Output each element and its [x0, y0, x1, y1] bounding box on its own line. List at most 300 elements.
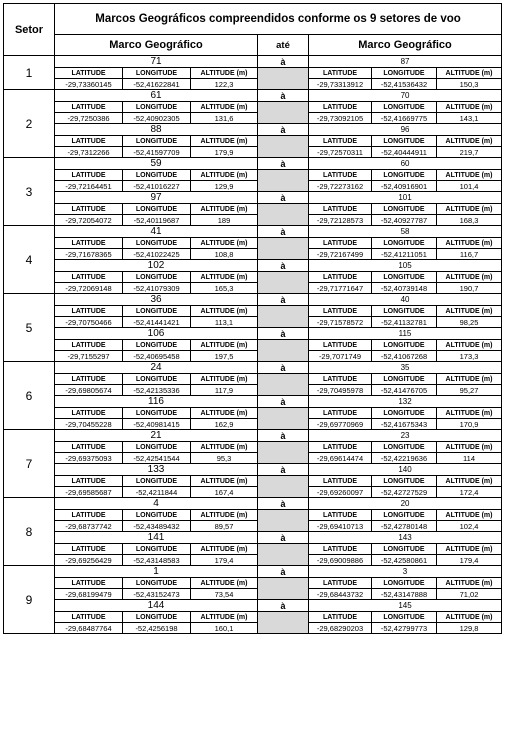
marco-header-to: Marco Geográfico [309, 35, 502, 56]
marker-from-id: 4 [55, 498, 258, 510]
sector-number: 4 [4, 226, 55, 294]
altitude-header: ALTITUDE (m) [437, 442, 502, 453]
from-altitude: 117,9 [191, 385, 258, 396]
latitude-header: LATITUDE [55, 136, 123, 147]
marker-from-id: 24 [55, 362, 258, 374]
latitude-header: LATITUDE [309, 170, 372, 181]
ate-marker: à [258, 226, 309, 238]
from-latitude: -29,68487764 [55, 623, 123, 634]
gray-spacer [258, 68, 309, 90]
marker-id-row [4, 158, 502, 170]
altitude-header: ALTITUDE (m) [191, 544, 258, 555]
marker-id-row [4, 566, 502, 578]
from-latitude: -29,69805674 [55, 385, 123, 396]
values-row [4, 181, 502, 192]
latitude-header: LATITUDE [309, 306, 372, 317]
longitude-header: LONGITUDE [123, 102, 191, 113]
latitude-header: LATITUDE [309, 68, 372, 79]
to-latitude: -29,72167499 [309, 249, 372, 260]
marker-from-id: 36 [55, 294, 258, 306]
altitude-header: ALTITUDE (m) [191, 374, 258, 385]
gray-spacer [258, 510, 309, 532]
latitude-header: LATITUDE [55, 340, 123, 351]
ate-marker: à [258, 498, 309, 510]
from-latitude: -29,69256429 [55, 555, 123, 566]
ate-marker: à [258, 566, 309, 578]
latitude-header: LATITUDE [55, 272, 123, 283]
altitude-header: ALTITUDE (m) [437, 340, 502, 351]
altitude-header: ALTITUDE (m) [191, 68, 258, 79]
marker-from-id: 71 [55, 56, 258, 68]
from-longitude: -52,4256198 [123, 623, 191, 634]
marker-to-id: 23 [309, 430, 502, 442]
marker-from-id: 106 [55, 328, 258, 340]
marker-from-id: 97 [55, 192, 258, 204]
ate-marker: à [258, 294, 309, 306]
altitude-header: ALTITUDE (m) [437, 544, 502, 555]
ate-marker: à [258, 430, 309, 442]
column-header-row [4, 170, 502, 181]
to-altitude: 150,3 [437, 79, 502, 90]
from-latitude: -29,7155297 [55, 351, 123, 362]
latitude-header: LATITUDE [309, 238, 372, 249]
from-altitude: 160,1 [191, 623, 258, 634]
altitude-header: ALTITUDE (m) [437, 170, 502, 181]
column-header-row [4, 306, 502, 317]
longitude-header: LONGITUDE [123, 68, 191, 79]
latitude-header: LATITUDE [309, 136, 372, 147]
altitude-header: ALTITUDE (m) [191, 476, 258, 487]
to-longitude: -52,43147888 [372, 589, 437, 600]
marker-to-id: 140 [309, 464, 502, 476]
longitude-header: LONGITUDE [372, 374, 437, 385]
column-header-row [4, 238, 502, 249]
longitude-header: LONGITUDE [123, 238, 191, 249]
from-longitude: -52,42135336 [123, 385, 191, 396]
altitude-header: ALTITUDE (m) [437, 408, 502, 419]
marker-id-row [4, 226, 502, 238]
to-latitude: -29,73092105 [309, 113, 372, 124]
to-longitude: -52,42219636 [372, 453, 437, 464]
from-altitude: 179,4 [191, 555, 258, 566]
from-altitude: 197,5 [191, 351, 258, 362]
altitude-header: ALTITUDE (m) [191, 204, 258, 215]
longitude-header: LONGITUDE [123, 578, 191, 589]
marker-to-id: 132 [309, 396, 502, 408]
gray-spacer [258, 272, 309, 294]
to-latitude: -29,72570311 [309, 147, 372, 158]
latitude-header: LATITUDE [55, 374, 123, 385]
latitude-header: LATITUDE [55, 170, 123, 181]
longitude-header: LONGITUDE [372, 544, 437, 555]
latitude-header: LATITUDE [309, 272, 372, 283]
from-altitude: 167,4 [191, 487, 258, 498]
altitude-header: ALTITUDE (m) [437, 204, 502, 215]
altitude-header: ALTITUDE (m) [437, 578, 502, 589]
longitude-header: LONGITUDE [123, 204, 191, 215]
to-latitude: -29,68443732 [309, 589, 372, 600]
to-altitude: 98,25 [437, 317, 502, 328]
marker-from-id: 144 [55, 600, 258, 612]
longitude-header: LONGITUDE [123, 510, 191, 521]
to-latitude: -29,68290203 [309, 623, 372, 634]
to-latitude: -29,72273162 [309, 181, 372, 192]
from-longitude: -52,40981415 [123, 419, 191, 430]
marker-from-id: 21 [55, 430, 258, 442]
ate-marker: à [258, 56, 309, 68]
from-longitude: -52,43489432 [123, 521, 191, 532]
gray-spacer [258, 306, 309, 328]
marker-to-id: 96 [309, 124, 502, 136]
latitude-header: LATITUDE [309, 544, 372, 555]
to-altitude: 179,4 [437, 555, 502, 566]
latitude-header: LATITUDE [309, 204, 372, 215]
from-latitude: -29,72069148 [55, 283, 123, 294]
from-latitude: -29,70750466 [55, 317, 123, 328]
to-altitude: 170,9 [437, 419, 502, 430]
to-longitude: -52,41211051 [372, 249, 437, 260]
values-row [4, 385, 502, 396]
longitude-header: LONGITUDE [123, 612, 191, 623]
column-header-row [4, 544, 502, 555]
to-latitude: -29,69770969 [309, 419, 372, 430]
from-latitude: -29,69375093 [55, 453, 123, 464]
ate-header: até [258, 35, 309, 56]
longitude-header: LONGITUDE [372, 510, 437, 521]
latitude-header: LATITUDE [309, 510, 372, 521]
longitude-header: LONGITUDE [123, 476, 191, 487]
to-latitude: -29,71771647 [309, 283, 372, 294]
values-row [4, 589, 502, 600]
longitude-header: LONGITUDE [372, 578, 437, 589]
from-longitude: -52,41079309 [123, 283, 191, 294]
from-longitude: -52,40902305 [123, 113, 191, 124]
latitude-header: LATITUDE [309, 374, 372, 385]
from-altitude: 129,9 [191, 181, 258, 192]
title-row [4, 4, 502, 35]
to-altitude: 173,3 [437, 351, 502, 362]
column-header-row [4, 136, 502, 147]
latitude-header: LATITUDE [309, 476, 372, 487]
longitude-header: LONGITUDE [372, 272, 437, 283]
column-header-row [4, 408, 502, 419]
gray-spacer [258, 578, 309, 600]
marker-id-row [4, 532, 502, 544]
marker-from-id: 116 [55, 396, 258, 408]
values-row [4, 521, 502, 532]
marker-from-id: 102 [55, 260, 258, 272]
altitude-header: ALTITUDE (m) [191, 340, 258, 351]
latitude-header: LATITUDE [55, 238, 123, 249]
to-longitude: -52,42799773 [372, 623, 437, 634]
latitude-header: LATITUDE [309, 408, 372, 419]
to-latitude: -29,7071749 [309, 351, 372, 362]
to-altitude: 71,02 [437, 589, 502, 600]
marker-from-id: 59 [55, 158, 258, 170]
from-altitude: 95,3 [191, 453, 258, 464]
column-header-row [4, 204, 502, 215]
from-longitude: -52,41022425 [123, 249, 191, 260]
to-longitude: -52,40916901 [372, 181, 437, 192]
altitude-header: ALTITUDE (m) [437, 68, 502, 79]
marker-from-id: 41 [55, 226, 258, 238]
column-header-row [4, 612, 502, 623]
values-row [4, 215, 502, 226]
gray-spacer [258, 476, 309, 498]
marker-id-row [4, 362, 502, 374]
marker-to-id: 3 [309, 566, 502, 578]
from-latitude: -29,71678365 [55, 249, 123, 260]
to-altitude: 102,4 [437, 521, 502, 532]
from-altitude: 131,6 [191, 113, 258, 124]
marker-id-row [4, 192, 502, 204]
longitude-header: LONGITUDE [123, 544, 191, 555]
longitude-header: LONGITUDE [123, 170, 191, 181]
marker-to-id: 143 [309, 532, 502, 544]
gray-spacer [258, 340, 309, 362]
latitude-header: LATITUDE [309, 340, 372, 351]
latitude-header: LATITUDE [55, 510, 123, 521]
marker-to-id: 145 [309, 600, 502, 612]
sector-number: 3 [4, 158, 55, 226]
column-header-row [4, 578, 502, 589]
ate-marker: à [258, 464, 309, 476]
from-latitude: -29,72054072 [55, 215, 123, 226]
to-longitude: -52,41476705 [372, 385, 437, 396]
marker-id-row [4, 90, 502, 102]
table-title: Marcos Geográficos compreendidos conforme os 9 setores de voo [55, 4, 502, 35]
latitude-header: LATITUDE [309, 102, 372, 113]
latitude-header: LATITUDE [55, 578, 123, 589]
sector-number: 9 [4, 566, 55, 634]
longitude-header: LONGITUDE [372, 204, 437, 215]
marker-to-id: 87 [309, 56, 502, 68]
from-longitude: -52,41597709 [123, 147, 191, 158]
from-altitude: 89,57 [191, 521, 258, 532]
from-latitude: -29,70455228 [55, 419, 123, 430]
marker-to-id: 60 [309, 158, 502, 170]
marker-to-id: 70 [309, 90, 502, 102]
altitude-header: ALTITUDE (m) [437, 510, 502, 521]
document-page [3, 3, 501, 634]
latitude-header: LATITUDE [55, 408, 123, 419]
longitude-header: LONGITUDE [372, 442, 437, 453]
ate-marker: à [258, 532, 309, 544]
to-latitude: -29,73313912 [309, 79, 372, 90]
latitude-header: LATITUDE [55, 544, 123, 555]
to-longitude: -52,41675343 [372, 419, 437, 430]
to-altitude: 219,7 [437, 147, 502, 158]
longitude-header: LONGITUDE [372, 238, 437, 249]
from-longitude: -52,41016227 [123, 181, 191, 192]
marker-to-id: 20 [309, 498, 502, 510]
ate-marker: à [258, 192, 309, 204]
altitude-header: ALTITUDE (m) [191, 306, 258, 317]
from-altitude: 113,1 [191, 317, 258, 328]
gray-spacer [258, 204, 309, 226]
gray-spacer [258, 170, 309, 192]
longitude-header: LONGITUDE [372, 408, 437, 419]
marker-id-row [4, 124, 502, 136]
values-row [4, 249, 502, 260]
altitude-header: ALTITUDE (m) [191, 442, 258, 453]
from-longitude: -52,43152473 [123, 589, 191, 600]
ate-marker: à [258, 328, 309, 340]
marker-id-row [4, 56, 502, 68]
longitude-header: LONGITUDE [372, 68, 437, 79]
to-latitude: -29,71578572 [309, 317, 372, 328]
to-latitude: -29,72128573 [309, 215, 372, 226]
to-altitude: 95,27 [437, 385, 502, 396]
marker-from-id: 133 [55, 464, 258, 476]
altitude-header: ALTITUDE (m) [437, 374, 502, 385]
header-row [4, 35, 502, 56]
values-row [4, 147, 502, 158]
column-header-row [4, 272, 502, 283]
altitude-header: ALTITUDE (m) [437, 136, 502, 147]
table-body [4, 4, 502, 634]
longitude-header: LONGITUDE [372, 102, 437, 113]
to-longitude: -52,42727529 [372, 487, 437, 498]
from-longitude: -52,43148583 [123, 555, 191, 566]
marker-id-row [4, 396, 502, 408]
to-altitude: 101,4 [437, 181, 502, 192]
column-header-row [4, 68, 502, 79]
latitude-header: LATITUDE [55, 476, 123, 487]
sectors-table [3, 3, 502, 634]
longitude-header: LONGITUDE [372, 136, 437, 147]
column-header-row [4, 476, 502, 487]
gray-spacer [258, 612, 309, 634]
altitude-header: ALTITUDE (m) [191, 238, 258, 249]
to-longitude: -52,40927787 [372, 215, 437, 226]
from-latitude: -29,72164451 [55, 181, 123, 192]
from-altitude: 165,3 [191, 283, 258, 294]
latitude-header: LATITUDE [55, 102, 123, 113]
gray-spacer [258, 408, 309, 430]
ate-marker: à [258, 124, 309, 136]
ate-marker: à [258, 158, 309, 170]
gray-spacer [258, 136, 309, 158]
from-longitude: -52,41622841 [123, 79, 191, 90]
altitude-header: ALTITUDE (m) [191, 612, 258, 623]
from-latitude: -29,68737742 [55, 521, 123, 532]
sector-number: 7 [4, 430, 55, 498]
sector-number: 2 [4, 90, 55, 158]
values-row [4, 283, 502, 294]
marker-id-row [4, 464, 502, 476]
values-row [4, 487, 502, 498]
from-altitude: 179,9 [191, 147, 258, 158]
altitude-header: ALTITUDE (m) [191, 170, 258, 181]
marker-from-id: 88 [55, 124, 258, 136]
to-longitude: -52,41669775 [372, 113, 437, 124]
column-header-row [4, 374, 502, 385]
to-latitude: -29,69009886 [309, 555, 372, 566]
gray-spacer [258, 374, 309, 396]
marker-id-row [4, 260, 502, 272]
latitude-header: LATITUDE [55, 442, 123, 453]
latitude-header: LATITUDE [309, 442, 372, 453]
marker-from-id: 61 [55, 90, 258, 102]
altitude-header: ALTITUDE (m) [437, 238, 502, 249]
altitude-header: ALTITUDE (m) [437, 612, 502, 623]
altitude-header: ALTITUDE (m) [191, 272, 258, 283]
altitude-header: ALTITUDE (m) [437, 102, 502, 113]
to-longitude: -52,42780148 [372, 521, 437, 532]
sector-number: 8 [4, 498, 55, 566]
sector-number: 1 [4, 56, 55, 90]
altitude-header: ALTITUDE (m) [191, 408, 258, 419]
from-longitude: -52,42541544 [123, 453, 191, 464]
values-row [4, 623, 502, 634]
marker-id-row [4, 328, 502, 340]
from-longitude: -52,40695458 [123, 351, 191, 362]
marker-to-id: 40 [309, 294, 502, 306]
to-longitude: -52,41536432 [372, 79, 437, 90]
column-header-row [4, 340, 502, 351]
from-latitude: -29,69585687 [55, 487, 123, 498]
to-altitude: 190,7 [437, 283, 502, 294]
ate-marker: à [258, 600, 309, 612]
marker-id-row [4, 600, 502, 612]
longitude-header: LONGITUDE [123, 442, 191, 453]
altitude-header: ALTITUDE (m) [191, 578, 258, 589]
latitude-header: LATITUDE [55, 204, 123, 215]
values-row [4, 351, 502, 362]
marker-id-row [4, 498, 502, 510]
from-latitude: -29,73360145 [55, 79, 123, 90]
to-altitude: 114 [437, 453, 502, 464]
longitude-header: LONGITUDE [123, 136, 191, 147]
longitude-header: LONGITUDE [123, 306, 191, 317]
gray-spacer [258, 544, 309, 566]
setor-header: Setor [4, 4, 55, 56]
column-header-row [4, 102, 502, 113]
longitude-header: LONGITUDE [372, 306, 437, 317]
gray-spacer [258, 238, 309, 260]
from-altitude: 108,8 [191, 249, 258, 260]
marker-to-id: 58 [309, 226, 502, 238]
longitude-header: LONGITUDE [123, 340, 191, 351]
marker-to-id: 35 [309, 362, 502, 374]
marker-from-id: 141 [55, 532, 258, 544]
values-row [4, 317, 502, 328]
to-altitude: 172,4 [437, 487, 502, 498]
to-longitude: -52,41132781 [372, 317, 437, 328]
ate-marker: à [258, 90, 309, 102]
to-altitude: 168,3 [437, 215, 502, 226]
marker-id-row [4, 294, 502, 306]
to-longitude: -52,40444911 [372, 147, 437, 158]
marker-to-id: 101 [309, 192, 502, 204]
to-altitude: 116,7 [437, 249, 502, 260]
from-longitude: -52,40119687 [123, 215, 191, 226]
to-longitude: -52,42580861 [372, 555, 437, 566]
altitude-header: ALTITUDE (m) [191, 510, 258, 521]
values-row [4, 453, 502, 464]
latitude-header: LATITUDE [309, 578, 372, 589]
marker-id-row [4, 430, 502, 442]
from-altitude: 189 [191, 215, 258, 226]
ate-marker: à [258, 396, 309, 408]
altitude-header: ALTITUDE (m) [437, 306, 502, 317]
marker-to-id: 105 [309, 260, 502, 272]
to-latitude: -29,69410713 [309, 521, 372, 532]
gray-spacer [258, 102, 309, 124]
from-longitude: -52,4211844 [123, 487, 191, 498]
from-latitude: -29,7250386 [55, 113, 123, 124]
